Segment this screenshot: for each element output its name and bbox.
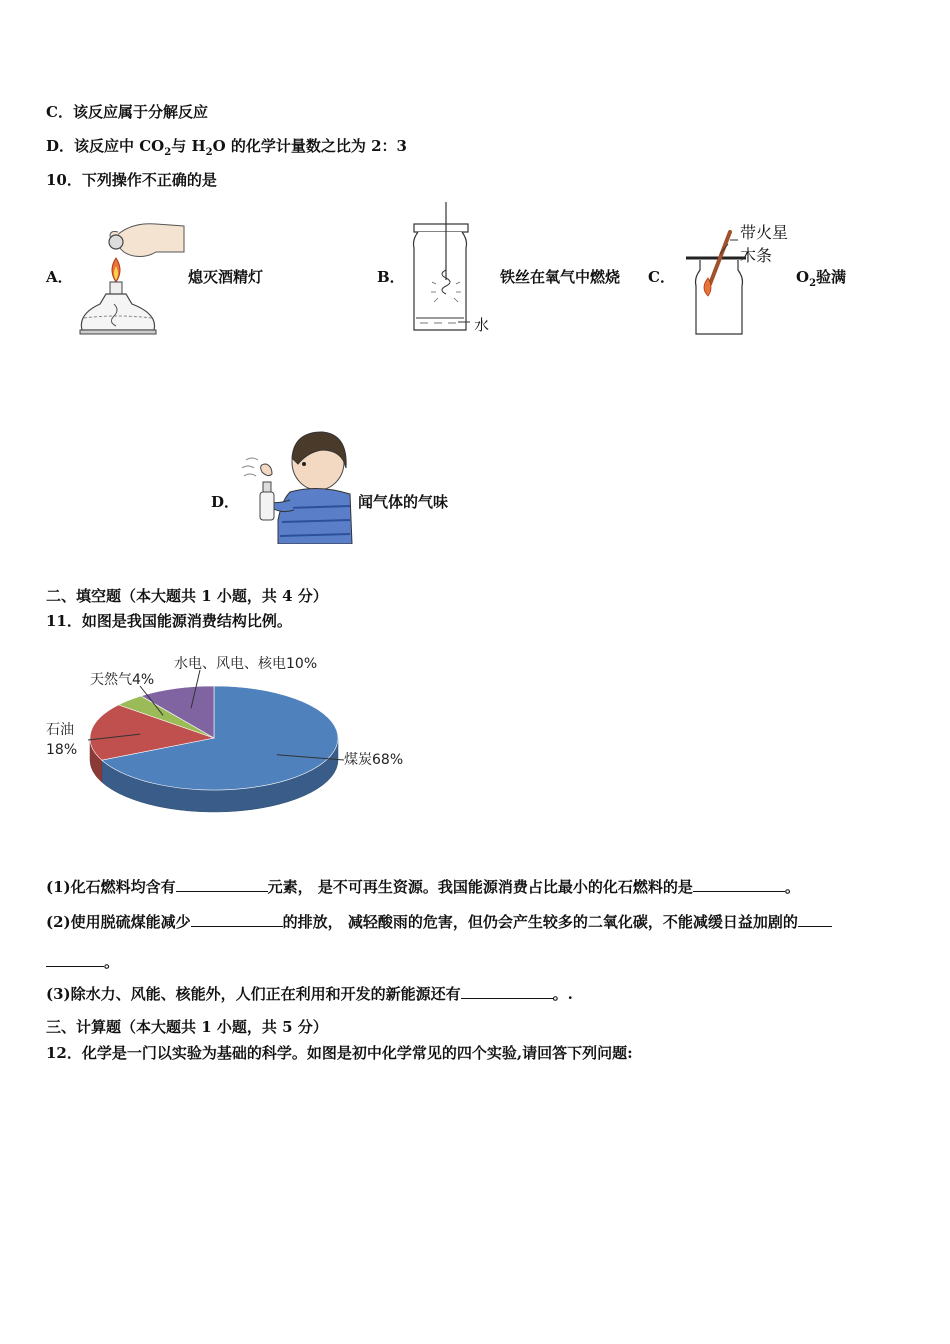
q11-part2 [46,912,832,932]
q11-part1 [46,877,800,897]
subscript: 2 [205,147,213,158]
q11-part2-c: 。 [104,953,120,971]
q11-part1-c: 。 [784,878,800,896]
q9-option-d-suffix: O 的化学计量数之比为 2：3 [212,137,407,155]
q10-option-c-caption-suffix: 验满 [816,268,847,286]
q10-option-d-caption: 闻气体的气味 [358,493,449,511]
answer-blank[interactable] [461,984,553,999]
q11-part3-a: (3)除水力、风能、核能外，人们正在利用和开发的新能源还有 [46,985,461,1003]
q11-stem: 11．如图是我国能源消费结构比例。 [46,612,292,630]
alcohol-lamp-figure [76,214,186,340]
q10-option-c-caption [796,266,846,289]
pie-label-coal: 煤炭68% [344,752,404,768]
glowing-splint-label-2: 木条 [740,246,773,265]
q10-option-a-label: A． [46,268,73,286]
q10-option-c-caption-prefix: O [796,268,810,286]
q11-part2-cont [46,952,119,972]
pie-label-oil-line1: 石油 [46,722,74,738]
q10-option-b-caption: 铁丝在氧气中燃烧 [500,268,621,286]
answer-blank[interactable] [798,912,832,927]
water-label: 水 [474,316,490,334]
q9-option-c: C．该反应属于分解反应 [46,103,208,121]
q11-part3 [46,984,573,1004]
q11-part2-a: (2)使用脱硫煤能减少 [46,913,191,931]
answer-blank[interactable] [693,877,785,892]
q10-option-a-caption: 熄灭酒精灯 [188,268,264,286]
pie-label-oil-line2: 18% [46,742,78,758]
q10-option-d-label: D． [211,493,240,511]
answer-blank[interactable] [176,877,268,892]
section2-heading: 二、填空题（本大题共 1 小题，共 4 分） [46,587,328,605]
q11-part1-a: (1)化石燃料均含有 [46,878,176,896]
subscript: 2 [164,147,172,158]
subscript: 2 [809,278,817,289]
section3-heading: 三、计算题（本大题共 1 小题，共 5 分） [46,1018,328,1036]
glowing-splint-label-1: 带火星 [740,223,789,242]
q9-option-d-mid: 与 H [171,137,206,155]
pie-label-gas: 天然气4% [90,672,155,688]
q12-stem: 12．化学是一门以实验为基础的科学。如图是初中化学常见的四个实验,请回答下列问题: [46,1044,633,1062]
q10-option-c-label: C． [648,268,675,286]
smelling-gas-figure [238,428,354,544]
oxygen-test-figure [684,226,748,338]
iron-wire-burning-figure [406,200,470,336]
q9-option-d [46,136,407,163]
q11-part2-b: 的排放， 减轻酸雨的危害，但仍会产生较多的二氧化碳，不能减缓日益加剧的 [282,913,798,931]
pie-label-hydro-wind-nuclear: 水电、风电、核电10% [174,656,318,672]
q11-part3-b: 。. [552,985,573,1003]
q10-option-b-label: B． [377,268,405,286]
energy-pie-chart [40,648,440,848]
q9-option-d-prefix: D．该反应中 CO [46,137,165,155]
answer-blank[interactable] [191,912,283,927]
q10-stem: 10．下列操作不正确的是 [46,171,217,189]
answer-blank[interactable] [46,952,104,967]
q11-part1-b: 元素， 是不可再生资源。我国能源消费占比最小的化石燃料的是 [267,878,693,896]
